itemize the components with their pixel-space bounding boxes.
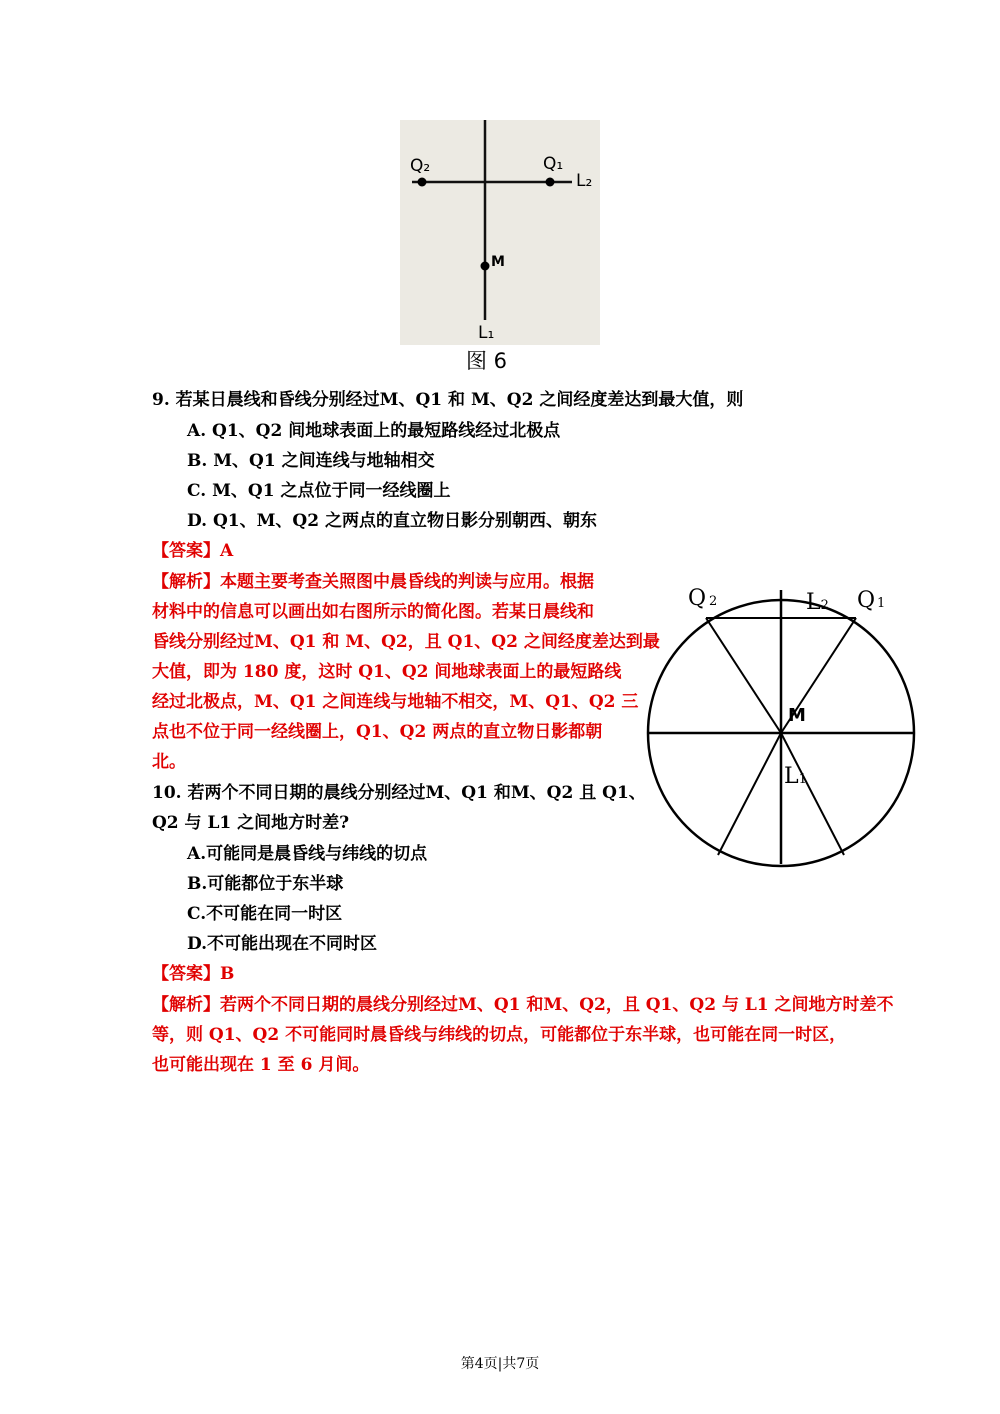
circle-label-q2-sub: 2 (709, 594, 718, 609)
q10-option-a: A.可能同是晨昏线与纬线的切点 (187, 844, 428, 864)
label-m: M (491, 254, 505, 270)
circle-label-q2-letter: Q (688, 586, 707, 611)
q10-answer-value: B (220, 964, 235, 984)
terminator-lower-right (781, 733, 844, 855)
q9-analysis-tag: 【解析】 (152, 572, 220, 592)
q9-analysis-line-4: 大值，即为 180 度，这时 Q1、Q2 间地球表面上的最短路线 (152, 662, 622, 682)
q10-option-d: D.不可能出现在不同时区 (187, 934, 378, 954)
q10-stem-line-2: Q2 与 L1 之间地方时差? (152, 813, 350, 833)
q9-answer-value: A (220, 541, 234, 561)
q10-analysis-tag: 【解析】 (152, 995, 220, 1015)
q9-analysis-text-1: 本题主要考查关照图中晨昏线的判读与应用。根据 (220, 572, 594, 592)
circle-label-l1 (784, 764, 807, 789)
circle-label-q1-sub: 1 (877, 596, 886, 611)
q9-option-b: B. M、Q1 之间连线与地轴相交 (187, 451, 435, 471)
q9-analysis-line-3: 昏线分别经过M、Q1 和 M、Q2，且 Q1、Q2 之间经度差达到最 (152, 632, 660, 652)
q10-answer-tag: 【答案】 (152, 964, 220, 984)
label-q1: Q₁ (543, 154, 564, 174)
q10-analysis-line-3: 也可能出现在 1 至 6 月间。 (152, 1055, 370, 1075)
label-l2: L₂ (576, 171, 593, 191)
terminator-q2-m (706, 618, 781, 733)
q9-option-a: A. Q1、Q2 间地球表面上的最短路线经过北极点 (187, 421, 561, 441)
point-q1 (546, 178, 555, 187)
circle-label-l1-sub: 1 (798, 772, 807, 787)
q9-analysis-line-6: 点也不位于同一经线圈上，Q1、Q2 两点的直立物日影都朝 (152, 722, 603, 742)
q9-analysis-line-2: 材料中的信息可以画出如右图所示的简化图。若某日晨线和 (152, 602, 594, 622)
figure-6 (400, 120, 600, 372)
circle-label-q1-letter: Q (857, 588, 876, 613)
q9-analysis-line-7: 北。 (152, 752, 186, 772)
circle-figure (640, 580, 930, 870)
circle-label-l2-letter: L (806, 590, 821, 615)
q10-stem-line-1: 10. 若两个不同日期的晨线分别经过M、Q1 和M、Q2 且 Q1、 (152, 783, 646, 803)
page-footer: 第4页|共7页 (460, 1356, 540, 1372)
q9-option-d: D. Q1、M、Q2 之两点的直立物日影分别朝西、朝东 (187, 511, 597, 531)
circle-label-l2-sub: 2 (820, 598, 829, 613)
label-q2: Q₂ (410, 156, 431, 176)
point-q2 (418, 178, 427, 187)
circle-label-l2 (806, 590, 829, 615)
circle-label-m: M (788, 705, 806, 726)
q9-stem: 9. 若某日晨线和昏线分别经过M、Q1 和 M、Q2 之间经度差达到最大值，则 (152, 390, 744, 410)
q10-option-c: C.不可能在同一时区 (187, 904, 343, 924)
q10-answer (152, 963, 234, 985)
point-m (481, 262, 490, 271)
circle-label-q1 (857, 588, 885, 613)
q10-option-b: B.可能都位于东半球 (187, 874, 344, 894)
q10-analysis-text-1: 若两个不同日期的晨线分别经过M、Q1 和M、Q2，且 Q1、Q2 与 L1 之间地方时差不 (220, 995, 894, 1015)
q9-answer-tag: 【答案】 (152, 541, 220, 561)
q9-analysis-line-5: 经过北极点，M、Q1 之间连线与地轴不相交，M、Q1、Q2 三 (152, 692, 639, 712)
q10-analysis-line-2: 等，则 Q1、Q2 不可能同时晨昏线与纬线的切点，可能都位于东半球，也可能在同一时区， (152, 1025, 847, 1045)
circle-label-l1-letter: L (784, 764, 799, 789)
q10-analysis-line-1 (152, 994, 894, 1016)
figure-6-caption: 图 6 (466, 349, 508, 373)
circle-label-q2 (688, 586, 717, 611)
label-l1: L₁ (478, 323, 495, 343)
q9-analysis-line-1 (152, 571, 594, 593)
q9-answer (152, 540, 233, 562)
terminator-lower-left (718, 733, 781, 855)
q9-option-c: C. M、Q1 之点位于同一经线圈上 (187, 481, 451, 501)
figure-6-diagram (400, 120, 600, 345)
